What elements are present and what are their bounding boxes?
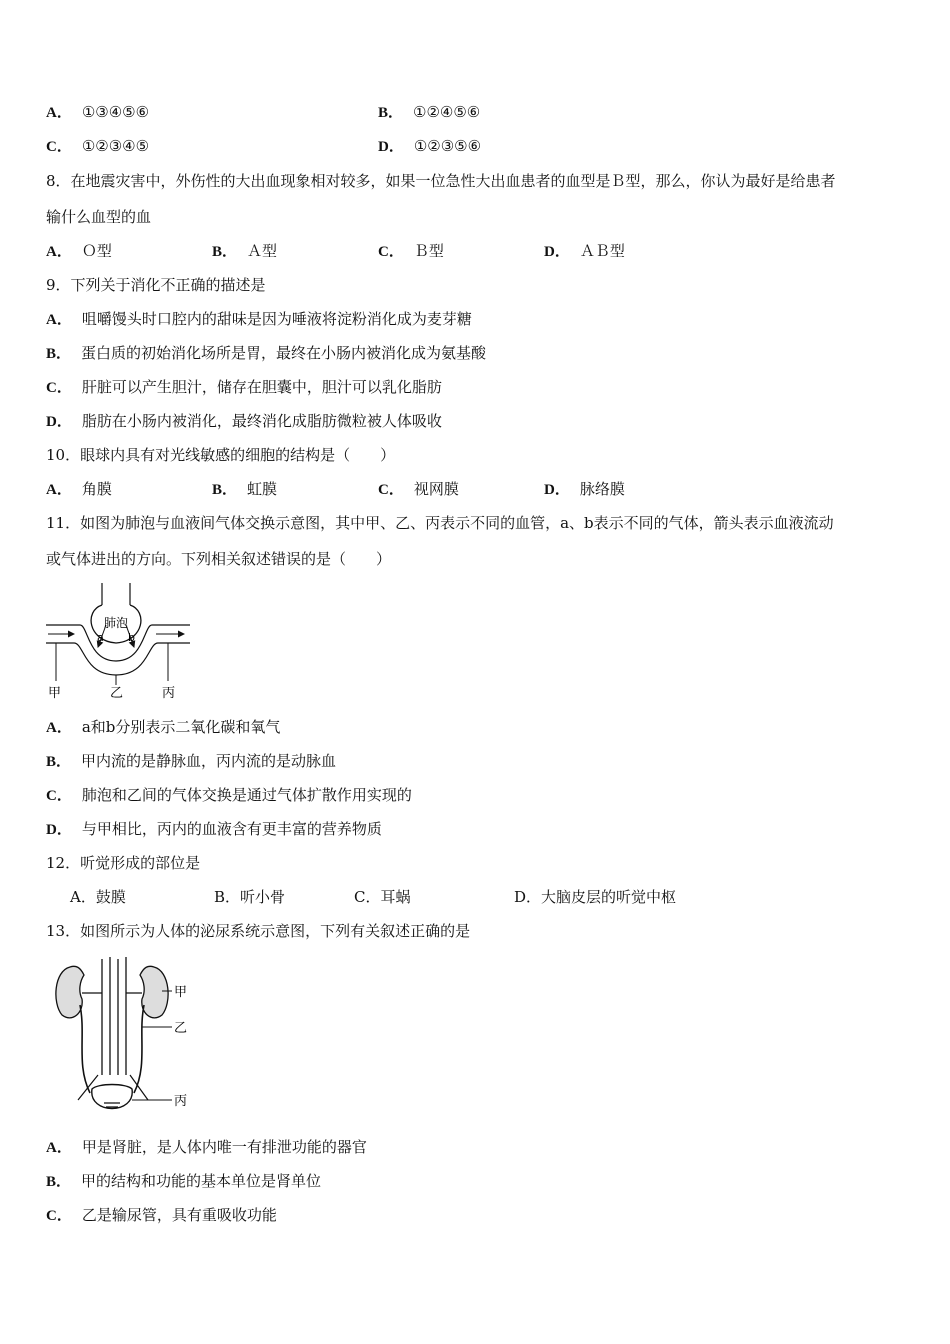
q7-option-d: D． ①②③⑤⑥ [378,137,482,155]
alveolus-label: 肺泡 [104,616,129,630]
q8-stem-line1: 8．在地震灾害中，外伤性的大出血现象相对较多，如果一位急性大出血患者的血型是Ｂ型，那么，你认为最好是给患者 [46,172,836,190]
q8-stem-line2: 输什么血型的血 [46,208,152,226]
left-ureter [80,1005,90,1093]
q11-stem-line2: 或气体进出的方向。下列相关叙述错误的是（ ） [46,550,392,568]
kidney-jia-label: 甲 [174,985,188,1000]
q7-option-a: A． ①③④⑤⑥ [46,103,150,121]
q7-option-b: B． ①②④⑤⑥ [378,103,481,121]
urinary-system-diagram [50,955,195,1125]
vessel-jia-label: 甲 [48,686,62,701]
q10-option-d: D． 脉络膜 [544,480,625,498]
right-ureter [134,1005,144,1093]
bladder [92,1085,132,1109]
alveolus-gas-exchange-diagram [44,583,194,701]
gas-a-label: a [97,631,104,644]
q10-option-c: C． 视网膜 [378,480,459,498]
q11-option-b: B． 甲内流的是静脉血，丙内流的是动脉血 [46,752,337,770]
q12-option-d: D．大脑皮层的听觉中枢 [514,888,677,906]
bladder-bing-label: 丙 [174,1094,188,1109]
q13-option-a: A． 甲是肾脏，是人体内唯一有排泄功能的器官 [46,1138,367,1156]
q8-option-b: B． Ａ型 [212,242,278,260]
q9-stem: 9．下列关于消化不正确的描述是 [46,276,266,294]
q8-option-d: D． ＡＢ型 [544,242,625,260]
q13-option-b: B． 甲的结构和功能的基本单位是肾单位 [46,1172,322,1190]
vessel-yi-label: 乙 [110,686,124,701]
q12-stem: 12．听觉形成的部位是 [46,854,201,872]
q9-option-a: A． 咀嚼馒头时口腔内的甜味是因为唾液将淀粉消化成为麦芽糖 [46,310,472,328]
q9-option-d: D． 脂肪在小肠内被消化，最终消化成脂肪微粒被人体吸收 [46,412,442,430]
q9-option-c: C． 肝脏可以产生胆汁，储存在胆囊中，胆汁可以乳化脂肪 [46,378,442,396]
ureter-yi-label: 乙 [174,1021,188,1036]
q11-stem-line1: 11．如图为肺泡与血液间气体交换示意图，其中甲、乙、丙表示不同的血管，a、b表示不同的气体，箭头表示血液流动 [46,514,834,532]
q8-option-c: C． Ｂ型 [378,242,444,260]
q13-option-c: C． 乙是输尿管，具有重吸收功能 [46,1206,277,1224]
right-kidney [140,966,168,1018]
q12-option-b: B．听小骨 [214,888,286,906]
q7-option-c: C． ①②③④⑤ [46,137,150,155]
q9-option-b: B． 蛋白质的初始消化场所是胃，最终在小肠内被消化成为氨基酸 [46,344,487,362]
left-kidney [56,966,84,1018]
q8-option-a: A． Ｏ型 [46,242,112,260]
q12-option-a: A．鼓膜 [70,888,126,906]
q10-option-b: B． 虹膜 [212,480,278,498]
q10-stem: 10．眼球内具有对光线敏感的细胞的结构是（ ） [46,446,396,464]
q11-option-a: A． a和b分别表示二氧化碳和氧气 [46,718,281,736]
gas-b-label: b [128,631,135,644]
q12-option-c: C．耳蜗 [354,888,411,906]
q11-option-d: D． 与甲相比，丙内的血液含有更丰富的营养物质 [46,820,382,838]
q13-stem: 13．如图所示为人体的泌尿系统示意图，下列有关叙述正确的是 [46,922,471,940]
q10-option-a: A． 角膜 [46,480,112,498]
q11-option-c: C． 肺泡和乙间的气体交换是通过气体扩散作用实现的 [46,786,412,804]
vessel-bing-label: 丙 [162,686,176,701]
